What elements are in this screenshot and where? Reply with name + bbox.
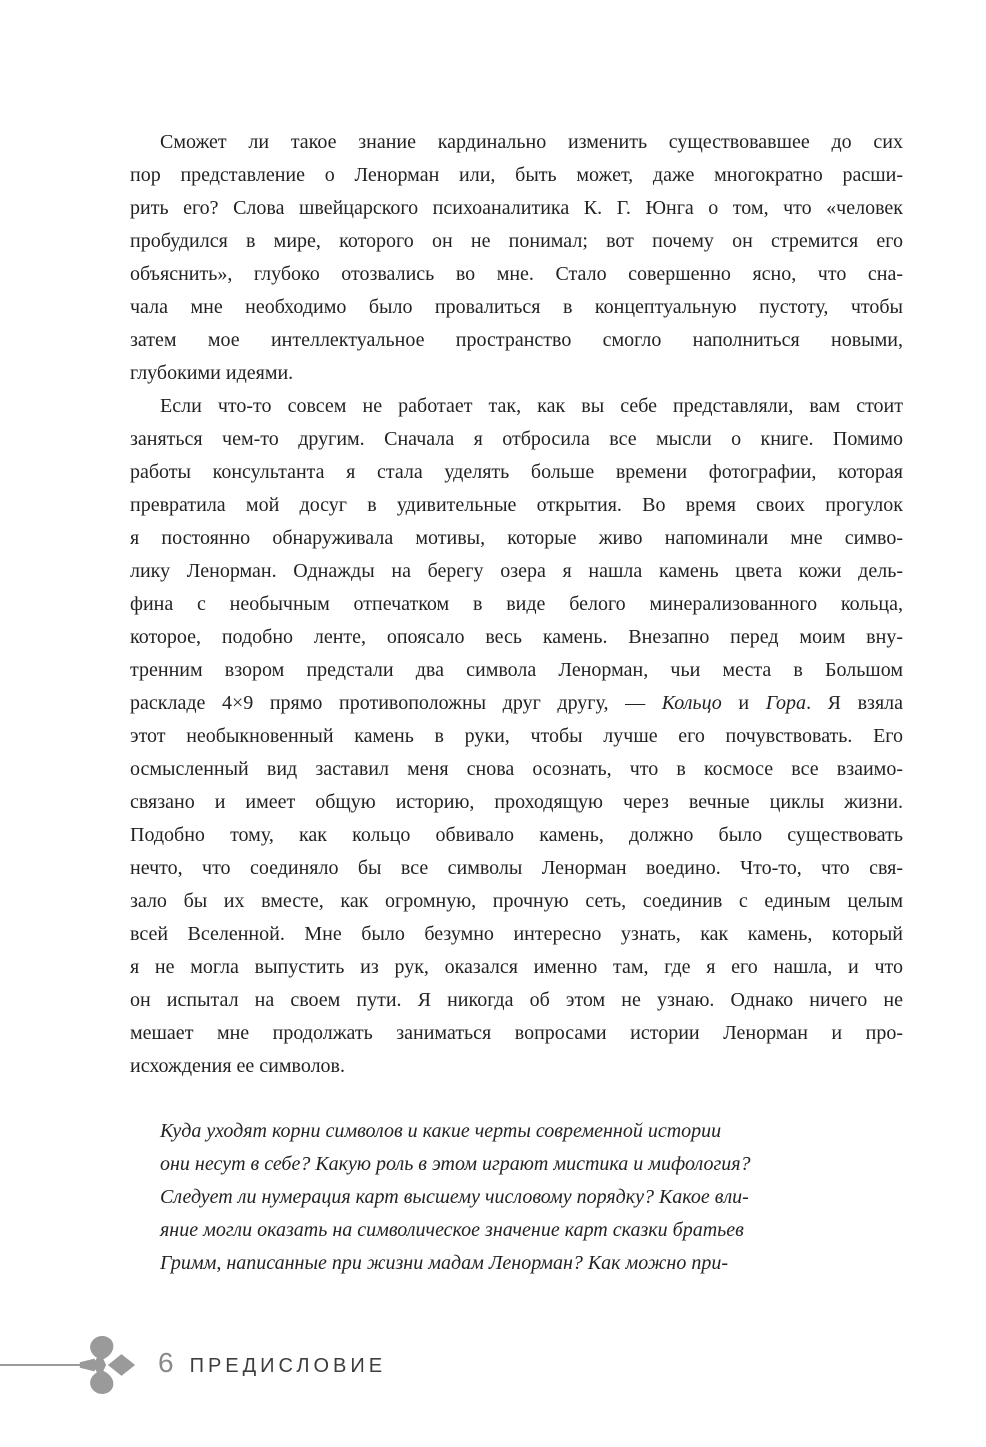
body-line: Подобно тому, как кольцо обвивало камень, должно было существовать	[130, 824, 903, 846]
body-line: зало бы их вместе, как огромную, прочную сеть, соединив с единым целым	[130, 890, 903, 912]
quote-line: яние могли оказать на символическое значение карт сказки братьев	[160, 1219, 744, 1241]
body-line: глубокими идеями.	[130, 362, 294, 384]
text-segment: и	[721, 692, 766, 714]
paragraph-1	[130, 126, 903, 390]
body-line: пор представление о Ленорман или, быть может, даже многократно расши-	[130, 164, 903, 186]
body-line: которое, подобно ленте, опоясало весь камень. Внезапно перед моим вну-	[130, 626, 903, 648]
body-line: осмысленный вид заставил меня снова осознать, что в космосе все взаимо-	[130, 758, 903, 780]
quote-line: они несут в себе? Какую роль в этом играют мистика и мифология?	[160, 1153, 751, 1175]
fleur-de-lis-icon	[78, 1331, 136, 1399]
body-line: объяснить», глубоко отозвались во мне. Стало совершенно ясно, что сна-	[130, 263, 903, 285]
body-line: чала мне необходимо было провалиться в концептуальную пустоту, чтобы	[130, 296, 903, 318]
card-name-ring: Кольцо	[661, 692, 722, 714]
body-line: этот необыкновенный камень в руки, чтобы лучше его почувствовать. Его	[130, 725, 903, 747]
text-segment: . Я взяла	[806, 692, 903, 714]
body-line: связано и имеет общую историю, проходящую через вечные циклы жизни.	[130, 791, 903, 813]
footer	[158, 1346, 386, 1383]
body-line: я не могла выпустить из рук, оказался именно там, где я его нашла, и что	[130, 956, 903, 978]
body-line: фина с необычным отпечатком в виде белого минерализованного кольца,	[130, 593, 903, 615]
body-line: лику Ленорман. Однажды на берегу озера я нашла камень цвета кожи дель-	[130, 560, 903, 582]
body-line: я постоянно обнаруживала мотивы, которые живо напоминали мне симво-	[130, 527, 903, 549]
body-text	[130, 126, 903, 1280]
body-line: рить его? Слова швейцарского психоаналитика К. Г. Юнга о том, что «человек	[130, 197, 903, 219]
card-name-mountain: Гора	[765, 692, 807, 714]
body-line: Сможет ли такое знание кардинально изменить существовавшее до сих	[160, 131, 903, 153]
quote-line: Следует ли нумерация карт высшему числовому порядку? Какое вли-	[160, 1186, 749, 1208]
body-line: он испытал на своем пути. Я никогда об этом не узнаю. Однако ничего не	[130, 989, 903, 1011]
body-line-with-card-names	[130, 687, 903, 720]
body-line: тренним взором предстали два символа Ленорман, чьи места в Большом	[130, 659, 903, 681]
quote-line: Куда уходят корни символов и какие черты современной истории	[160, 1120, 722, 1142]
body-line: работы консультанта я стала уделять больше времени фотографии, которая	[130, 461, 903, 483]
text-segment: раскладе 4×9 прямо противоположны друг другу, —	[130, 692, 662, 714]
body-line: заняться чем-то другим. Сначала я отбросила все мысли о книге. Помимо	[130, 428, 903, 450]
footer-rule	[0, 1364, 88, 1366]
body-line: нечто, что соединяло бы все символы Ленорман воедино. Что-то, что свя-	[130, 857, 903, 879]
body-line: Если что-то совсем не работает так, как вы себе представляли, вам стоит	[160, 395, 903, 417]
quote-paragraph	[130, 1115, 903, 1280]
body-line: исхождения ее символов.	[130, 1055, 345, 1077]
body-line: пробудился в мире, которого он не понимал; вот почему он стремится его	[130, 230, 903, 252]
body-line: всей Вселенной. Мне было безумно интересно узнать, как камень, который	[130, 923, 903, 945]
page-number: 6	[158, 1347, 174, 1378]
body-line: мешает мне продолжать заниматься вопросами истории Ленорман и про-	[130, 1022, 903, 1044]
section-title: ПРЕДИСЛОВИЕ	[189, 1355, 387, 1377]
quote-line: Гримм, написанные при жизни мадам Ленорман? Как можно при-	[160, 1252, 728, 1274]
body-line: превратила мой досуг в удивительные открытия. Во время своих прогулок	[130, 494, 903, 516]
paragraph-2	[130, 390, 903, 1083]
body-line: затем мое интеллектуальное пространство смогло наполниться новыми,	[130, 329, 903, 351]
